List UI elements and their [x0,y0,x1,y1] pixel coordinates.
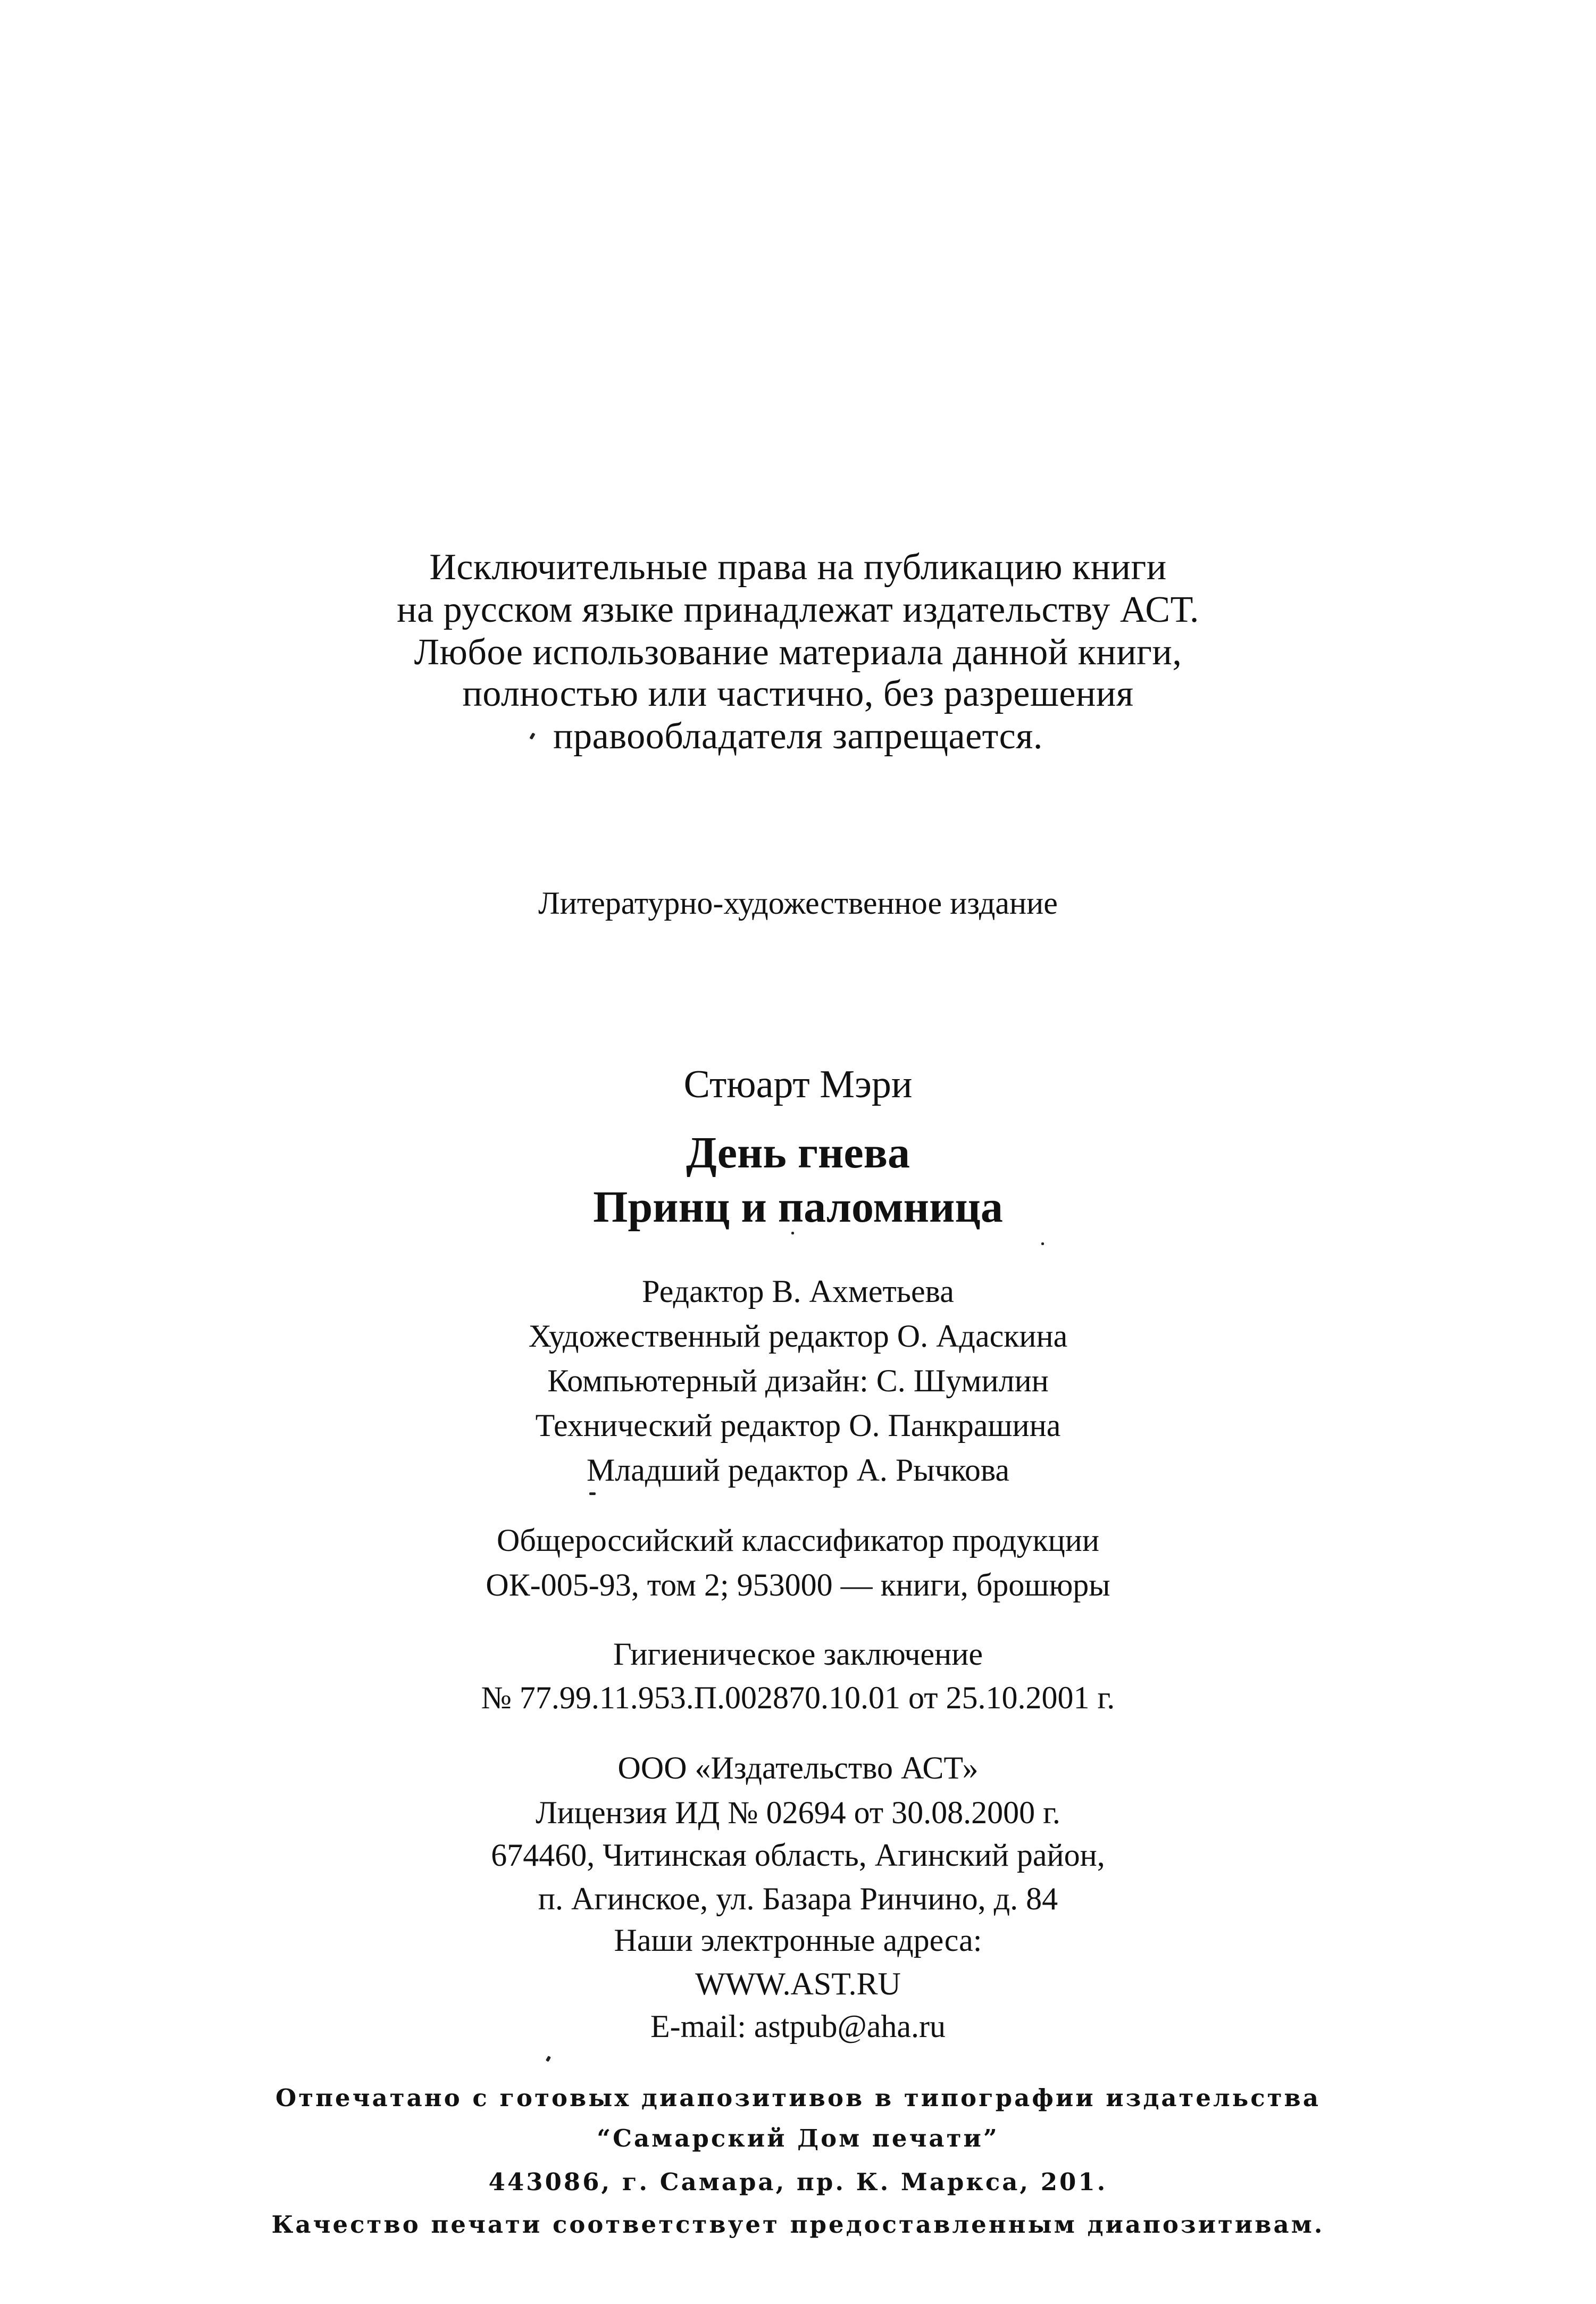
scan-speck [589,1492,596,1495]
scan-speck [791,1232,794,1234]
publisher-name: ООО «Издательство АСТ» [617,1750,979,1785]
printing-line-2: “Самарский Дом печати” [597,2124,999,2152]
book-title-2: Принц и паломница [593,1182,1003,1232]
classifier-line-1: Общероссийский классификатор продукции [497,1523,1099,1558]
hygiene-line-1: Гигиеническое заключение [613,1637,983,1672]
printing-line-1: Отпечатано с готовых диапозитивов в типографии издательства [275,2084,1321,2112]
hygiene-line-2: № 77.99.11.953.П.002870.10.01 от 25.10.2001 г. [481,1680,1115,1715]
edition-type: Литературно-художественное издание [538,886,1058,921]
publisher-address-2: п. Агинское, ул. Базара Ринчино, д. 84 [538,1881,1058,1916]
publisher-web-heading: Наши электронные адреса: [614,1923,982,1958]
publisher-address-1: 674460, Читинская область, Агинский район, [491,1838,1105,1873]
rights-notice-line-3: Любое использование материала данной книги, [414,632,1182,673]
scan-speck [1041,1242,1044,1245]
publisher-website: WWW.AST.RU [695,1966,901,2001]
credit-computer-design: Компьютерный дизайн: С. Шумилин [547,1363,1049,1398]
publisher-email: E-mail: astpub@aha.ru [650,2009,946,2044]
publisher-license: Лицензия ИД № 02694 от 30.08.2000 г. [536,1795,1060,1830]
rights-notice-line-2: на русском языке принадлежат издательству АСТ. [397,589,1199,630]
rights-notice-line-5: правообладателя запрещается. [553,716,1043,757]
credit-junior-editor: Младший редактор А. Рычкова [586,1452,1010,1488]
book-title-1: День гнева [686,1128,910,1178]
printing-quality-note: Качество печати соответствует предоставленным диапозитивам. [271,2210,1325,2239]
classifier-line-2: ОК-005-93, том 2; 953000 — книги, брошюры [486,1567,1110,1602]
rights-notice-line-4: полностью или частично, без разрешения [462,673,1134,714]
credit-technical-editor: Технический редактор О. Панкрашина [535,1408,1061,1443]
rights-notice-line-1: Исключительные права на публикацию книги [429,547,1167,588]
printing-address: 443086, г. Самара, пр. К. Маркса, 201. [488,2168,1108,2196]
book-author: Стюарт Мэри [683,1063,913,1106]
scan-speck [546,2056,551,2062]
credit-art-editor: Художественный редактор О. Адаскина [528,1318,1068,1354]
credit-editor: Редактор В. Ахметьева [642,1274,954,1309]
